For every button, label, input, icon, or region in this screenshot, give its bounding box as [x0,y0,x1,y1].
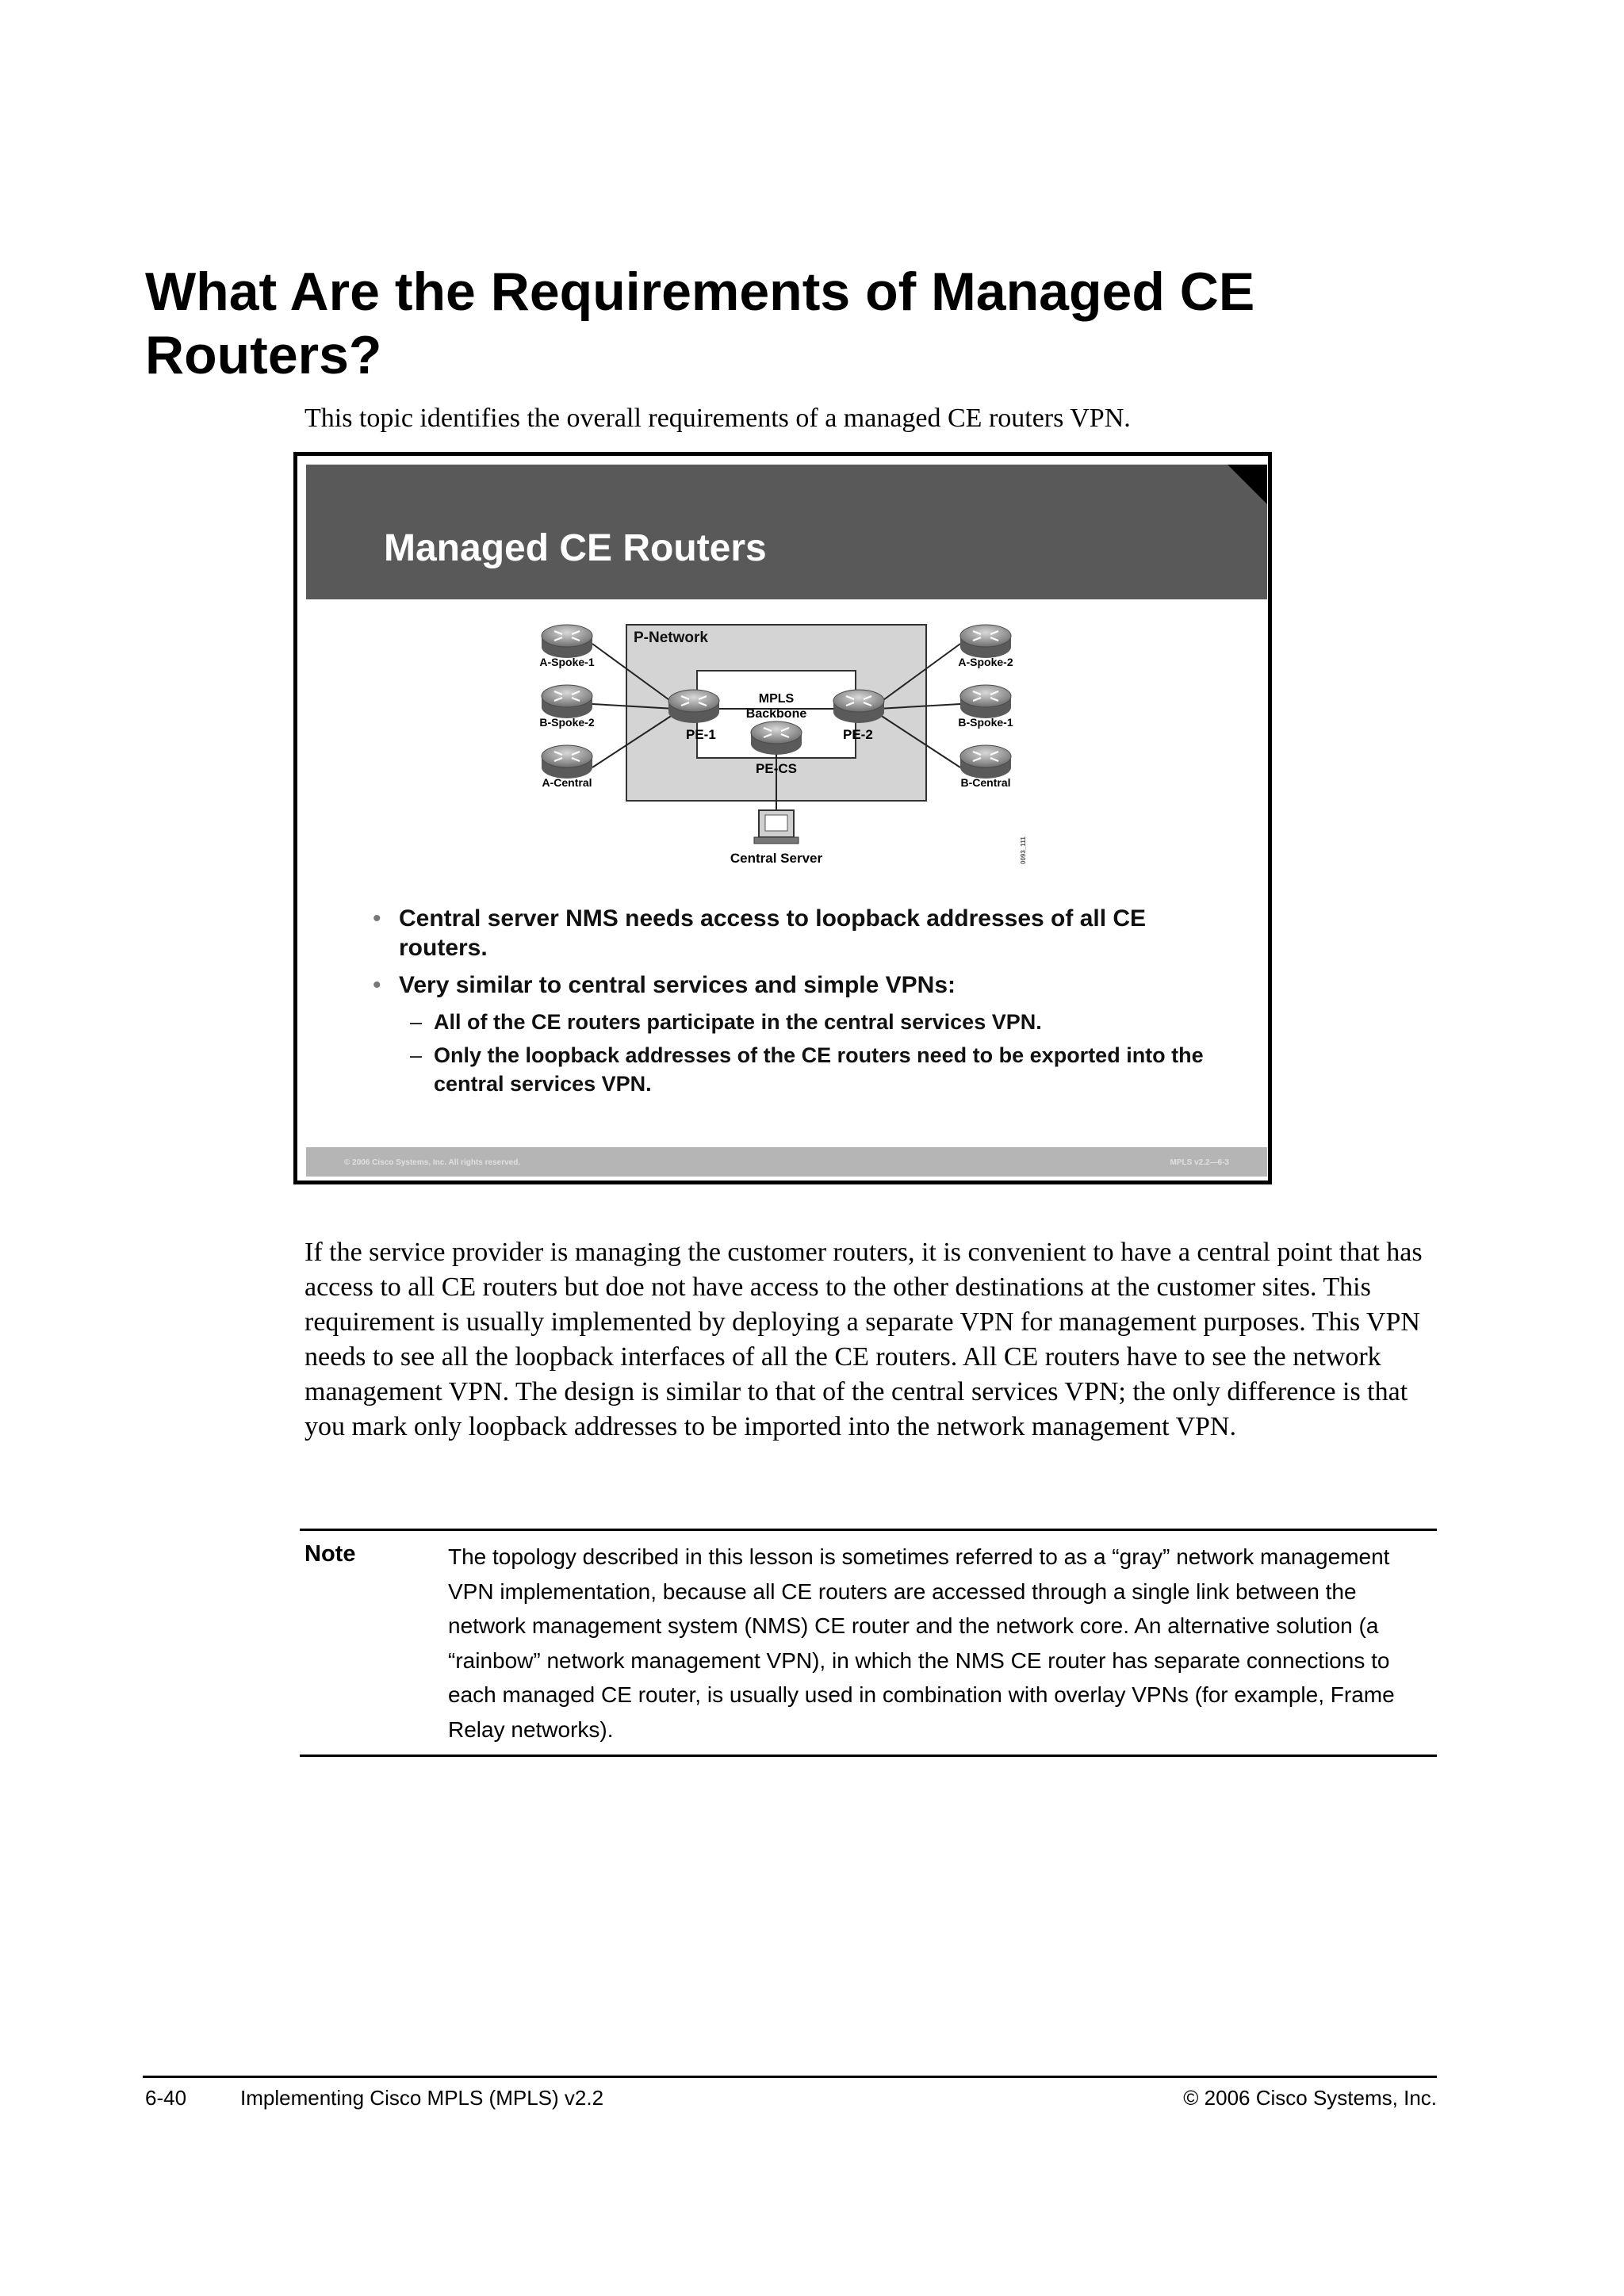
note-bottom-rule [300,1755,1437,1757]
router-icon [833,690,884,723]
page-number: 6-40 [145,2086,187,2110]
label-a-spoke-2: A-Spoke-2 [958,656,1013,668]
router-icon [751,721,802,755]
label-central-server: Central Server [730,851,823,866]
topic-intro: This topic identifies the overall requirements of a managed CE routers VPN. [304,404,1131,433]
network-diagram [527,603,1035,896]
sub-bullet-item: – Only the loopback addresses of the CE routers need to be exported into the central services VPN. [373,1041,1229,1098]
label-a-spoke-1: A-Spoke-1 [539,656,595,668]
slide-footer [306,1147,1267,1177]
bullet-item: • Very similar to central services and simple VPNs: [373,972,956,998]
router-icon [668,690,719,723]
label-b-spoke-2: B-Spoke-2 [539,716,595,729]
backbone-label-1: MPLS [758,692,795,706]
bullet-item: • Central server NMS needs access to loopback addresses of all CE routers. [373,905,1147,961]
router-icon [960,745,1011,779]
footer-copyright: © 2006 Cisco Systems, Inc. [1183,2086,1437,2110]
bullet-marker: • [373,972,381,998]
router-icon [542,625,592,658]
figure-id: 0093_111 [1020,836,1027,864]
body-paragraph: If the service provider is managing the customer routers, it is convenient to have a central point that has access to all CE routers but doe not have access to the other destinations at the customer sites. This requirement is usually implemented by deploying a separate VPN for management purposes. This VPN needs to see all the loopback interfaces of all the CE routers. All CE routers have to see the network management VPN. The design is similar to that of the central services VPN; the only difference is that you mark only loopback addresses to be imported into the network management VPN. [304,1238,1423,1441]
p-network-label: P-Network [634,629,708,646]
note-top-rule [300,1529,1437,1531]
server-icon [754,810,799,844]
label-pe-2: PE-2 [843,727,873,742]
router-icon [960,625,1011,658]
note-text: The topology described in this lesson is sometimes referred to as a “gray” network management VPN implementation, because all CE routers are accessed through a single link between the network management system (NMS) CE router and the network core. An alternative solution (a “rainbow” network management VPN), in which the NMS CE router has separate connections to each managed CE router, is usually used in combination with overlay VPNs (for example, Frame Relay networks). [448,1544,1395,1742]
router-icon [542,685,592,718]
label-b-spoke-1: B-Spoke-1 [958,716,1013,729]
backbone-label-2: Backbone [745,707,807,721]
page-title: What Are the Requirements of Managed CE Routers? [145,262,1255,385]
sub-bullet-item: – All of the CE routers participate in the central services VPN. [373,1008,1229,1036]
router-icon [960,685,1011,718]
slide-footer-copyright: © 2006 Cisco Systems, Inc. All rights reserved. [344,1158,521,1167]
footer-rule [143,2076,1437,2078]
slide-bullets [373,904,1229,1103]
sub-bullet-marker: – [410,1010,423,1034]
bullet-marker: • [373,905,381,932]
slide-header [306,465,1267,599]
note-label: Note [304,1541,356,1567]
course-title: Implementing Cisco MPLS (MPLS) v2.2 [240,2086,604,2110]
slide-figure [293,452,1272,1184]
slide-corner-marker [1228,465,1267,504]
slide-title: Managed CE Routers [384,527,767,569]
label-b-central: B-Central [960,776,1011,789]
slide-footer-id: MPLS v2.2—6-3 [1170,1158,1229,1167]
router-icon [542,745,592,779]
sub-bullet-marker: – [410,1043,423,1067]
label-a-central: A-Central [542,776,592,789]
label-pe-cs: PE-CS [756,761,797,776]
label-pe-1: PE-1 [686,727,716,742]
